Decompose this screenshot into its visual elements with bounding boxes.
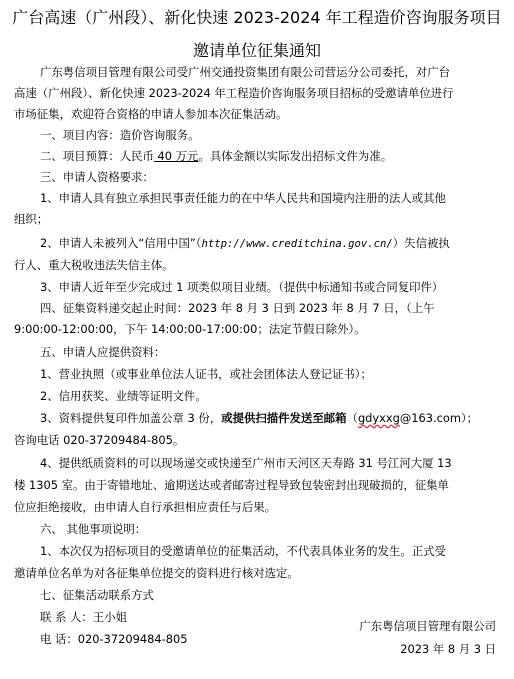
title-line-1: 广台高速（广州段）、新化快速 2023-2024 年工程造价咨询服务项目	[12, 8, 502, 27]
section-3-item-1a: 1、申请人具有独立承担民事责任能力的在中华人民共和国境内注册的法人或其他	[40, 191, 446, 205]
email-user[interactable]: gdyxxg	[357, 411, 400, 425]
section-5-item-3a	[40, 408, 478, 430]
section-3-heading: 三、申请人资格要求：	[40, 170, 154, 184]
contact-person: 联 系 人：王小姐	[40, 610, 127, 624]
section-5-item-4b: 楼 1305 室。由于寄错地址、逾期送达或者邮寄过程导致包装密封出现破损的，征集单	[14, 478, 449, 492]
signature-date: 2023 年 8 月 3 日	[400, 642, 496, 656]
intro-line-1: 广东粤信项目管理有限公司受广州交通投资集团有限公司营运分公司委托，对广台	[40, 65, 451, 79]
section-3-item-2b: 行人、重大税收违法失信主体。	[14, 258, 174, 272]
section-5-heading: 五、申请人应提供资料：	[40, 345, 166, 359]
section-1-content: 一、项目内容：造价咨询服务。	[40, 128, 200, 142]
contact-phone: 电 话：020-37209484-805	[40, 632, 188, 646]
section-5-item-4a: 4、提供纸质资料的可以现场递交或快递至广州市天河区天寿路 31 号江河大厦 13	[40, 456, 452, 470]
section-5-item-2: 2、信用获奖、业绩等证明文件。	[40, 389, 207, 403]
section-4-line-2: 9:00:00-12:00:00，下午 14:00:00-17:00:00；法定节假日除外）。	[14, 322, 366, 336]
item-3-prefix: 3、资料提供复印件加盖公章 3 份，	[40, 411, 222, 425]
item-2-suffix: ）失信被执	[392, 236, 450, 250]
email-domain: @163.com）；	[399, 411, 479, 425]
section-6-line-2: 邀请单位名单为对各征集单位提交的资料进行核对选定。	[14, 566, 299, 580]
item-2-prefix: 2、申请人未被列入“信用中国”（	[40, 236, 202, 250]
budget-prefix: 二、项目预算：人民币	[40, 149, 154, 163]
section-3-item-3: 3、申请人近年至少完成过 1 项类似项目业绩。（提供中标通知书或合同复印件）	[40, 280, 444, 294]
section-6-line-1: 1、本次仅为招标项目的受邀请单位的征集活动，不代表具体业务的发生。正式受	[40, 544, 446, 558]
section-5-item-1: 1、营业执照（或事业单位法人证书，或社会团体法人登记证书）；	[40, 367, 372, 381]
section-5-item-4c: 位应拒绝接收，由申请人自行承担相应责任与后果。	[14, 500, 276, 514]
email-open: （	[346, 411, 358, 425]
section-3-item-1b: 组织；	[14, 212, 49, 226]
section-2-budget	[40, 146, 392, 168]
item-3-bold: 或提供扫描件发送至邮箱	[221, 411, 347, 425]
section-7-heading: 七、征集活动联系方式	[40, 588, 154, 602]
section-4-line-1: 四、征集资料递交起止时间：2023 年 8 月 3 日到 2023 年 8 月 7 日，（上午	[40, 301, 435, 315]
intro-line-3: 市场征集，欢迎符合资格的申请人参加本次征集活动。	[14, 107, 288, 121]
signature-company: 广东粤信项目管理有限公司	[359, 619, 496, 633]
intro-line-2: 高速（广州段）、新化快速 2023-2024 年工程造价咨询服务项目招标的受邀请单位进行	[14, 86, 454, 100]
section-5-item-3b: 咨询电话 020-37209484-805。	[14, 433, 185, 447]
creditchina-link[interactable]: http://www.creditchina.gov.cn/	[201, 238, 393, 250]
section-6-heading: 六、 其他事项说明：	[40, 522, 147, 536]
budget-amount: 40 万元	[153, 149, 199, 163]
budget-suffix: 。具体金额以实际发出招标文件为准。	[198, 149, 393, 163]
section-3-item-2a	[40, 233, 450, 256]
title-line-2: 邀请单位征集通知	[192, 41, 321, 60]
